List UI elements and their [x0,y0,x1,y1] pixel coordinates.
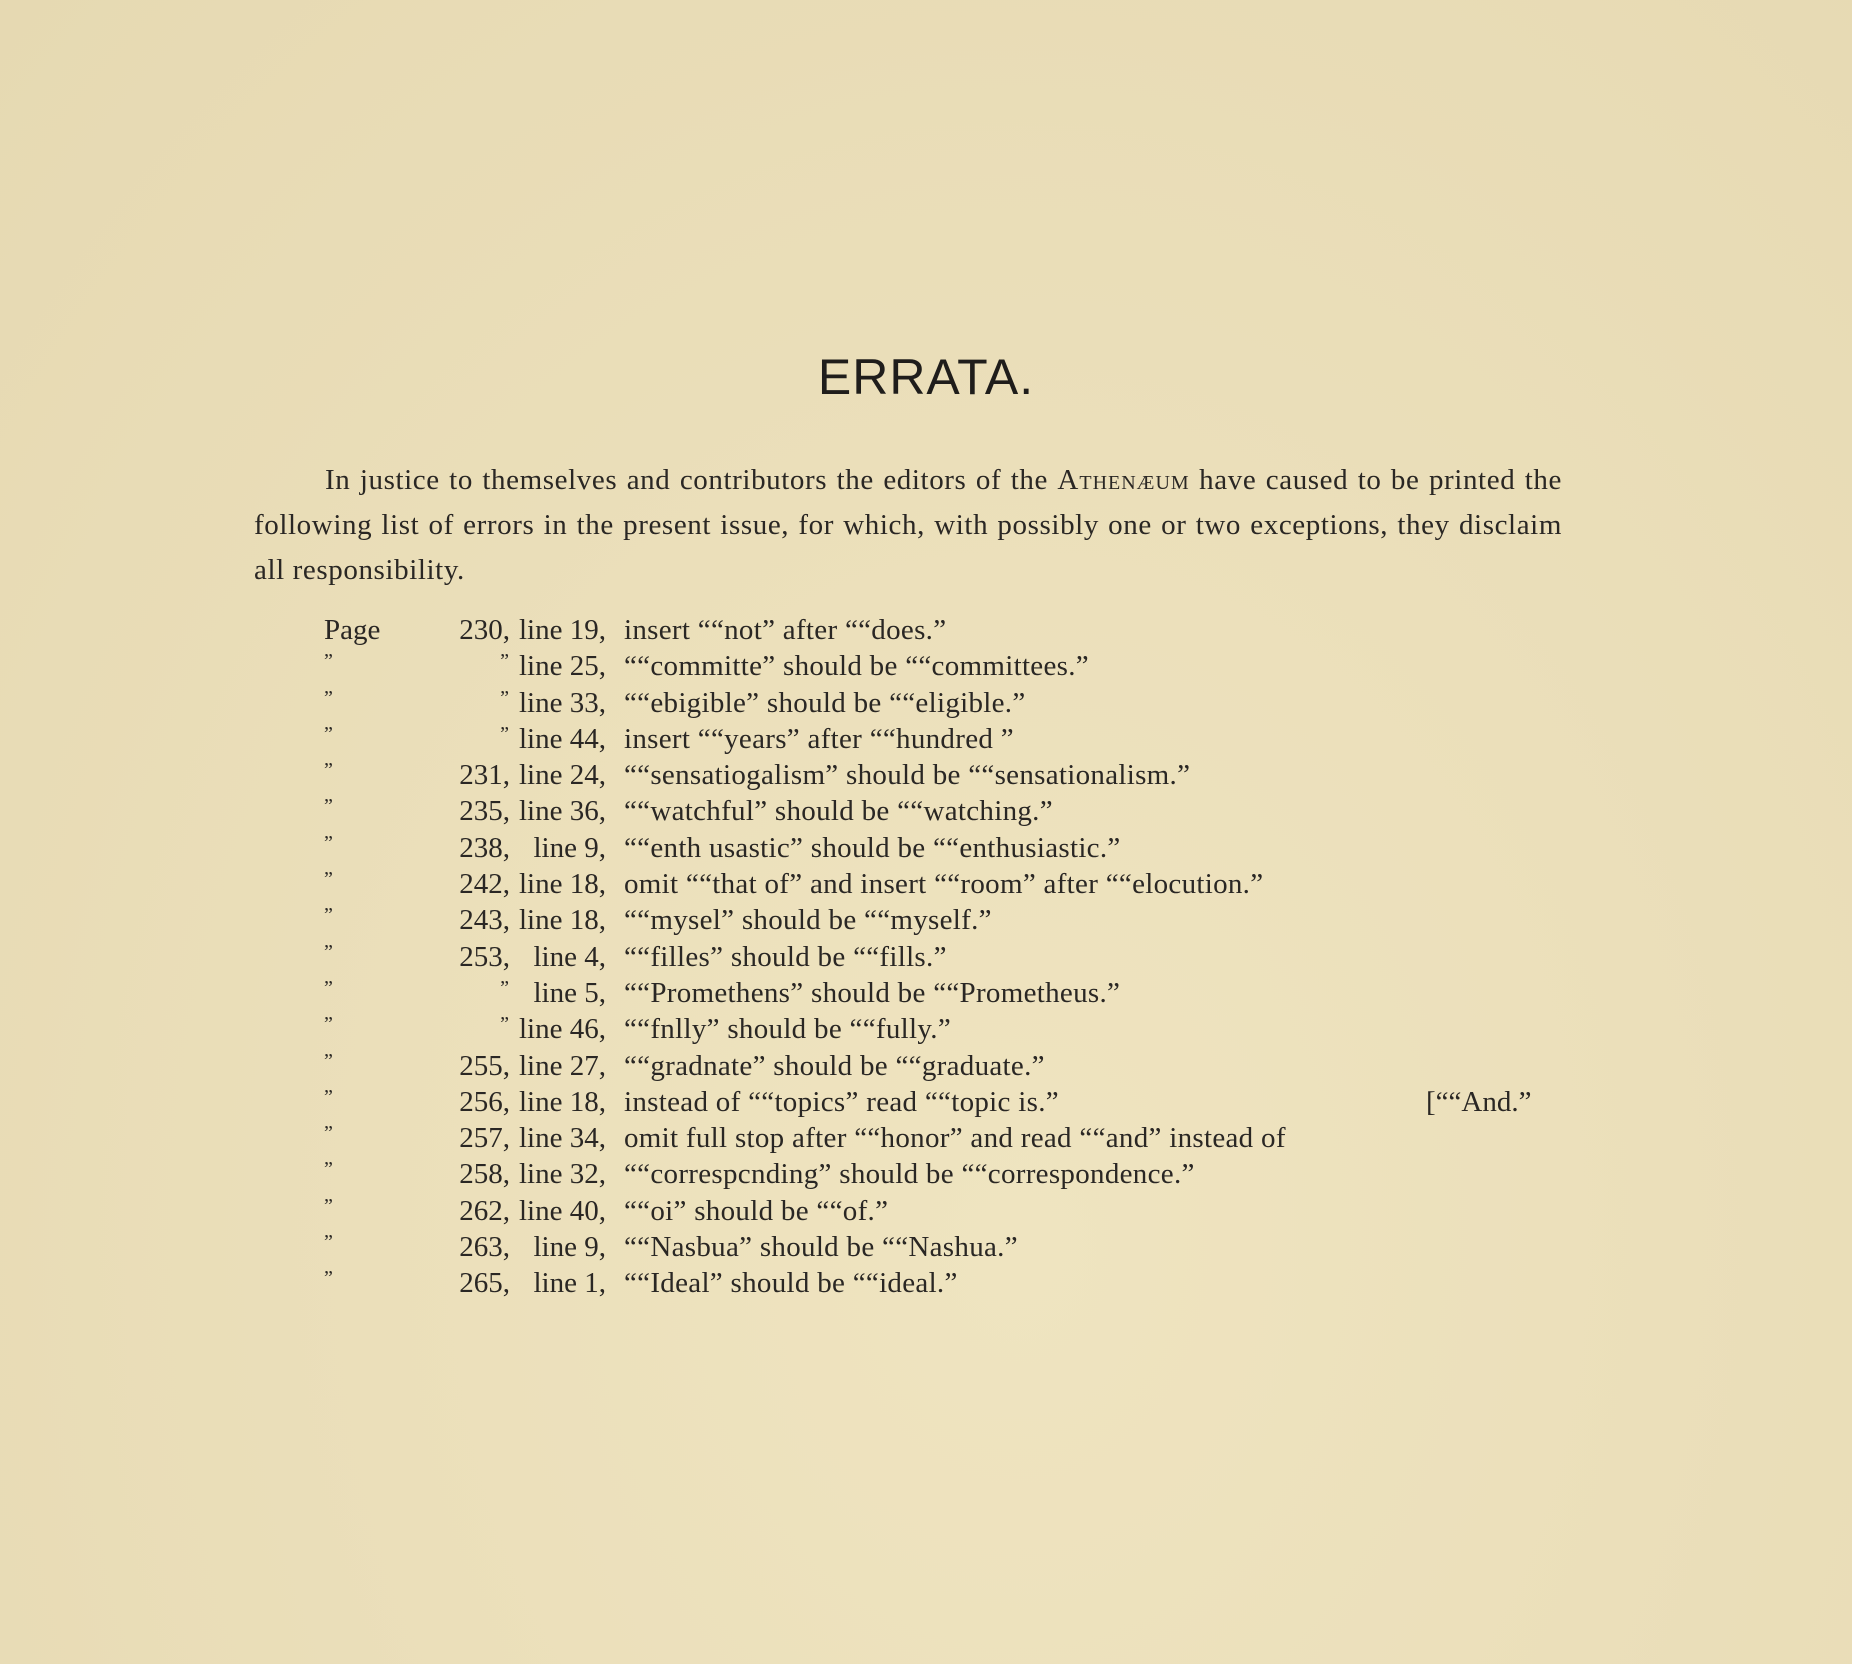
page-number: 256, [459,1085,510,1118]
line-ref: line 27, [519,1049,606,1082]
page-ref-label: ” [324,831,334,854]
page-number: 257, [459,1122,510,1155]
correction-text: ““gradnate” should be ““graduate.” [624,1049,1045,1082]
page-number: 230, [459,614,510,646]
line-ref: line 34, [519,1122,606,1155]
line-ref: line 18, [519,904,606,937]
line-ref: line 33, [519,686,606,719]
correction-text: ““filles” should be ““fills.” [624,940,947,973]
correction-text: ““Nasbua” should be ““Nashua.” [624,1231,1018,1264]
line-ref: line 46, [519,1013,606,1046]
correction-text: ““fnlly” should be ““fully.” [624,1013,952,1046]
correction-text: instead of ““topics” read ““topic is.” [624,1085,1059,1118]
page-number: 262, [459,1194,510,1227]
page-number: 255, [459,1049,510,1082]
page-number: ” [500,976,510,999]
line-ref: line 44, [519,722,606,755]
intro-after: have caused to be printed the following list of errors in the present issue, for which, with possibly one or two exceptions, they disclaim all responsibility. [254,464,1562,586]
line-ref: line 36, [519,795,606,828]
page-ref-label: ” [324,1267,334,1290]
page-ref-label: ” [324,976,334,999]
page-title: ERRATA. [817,349,1035,405]
page-ref-label: ” [324,940,334,963]
page-number: 263, [459,1231,510,1264]
page-ref-label: ” [324,1049,334,1072]
page-ref-label: ” [324,650,334,673]
line-ref: line 19, [519,614,606,646]
correction-text: ““watchful” should be ““watching.” [624,795,1053,828]
page-number: 258, [459,1158,510,1191]
page-number: 243, [459,904,510,937]
line-ref: line 5, [533,976,606,1009]
intro-before: In justice to themselves and contributors the editors of the [325,464,1058,496]
correction-note: [““And.” [1426,1085,1532,1118]
page-number: 242, [459,868,510,901]
line-ref: line 25, [519,650,606,683]
line-ref: line 18, [519,868,606,901]
page-ref-label: ” [324,1085,334,1108]
page-ref-label: Page [324,614,381,646]
page-number: ” [500,1013,510,1036]
page-ref-label: ” [324,1158,334,1181]
correction-text: ““sensatiogalism” should be ““sensationalism.” [624,759,1191,792]
correction-text: omit ““that of” and insert ““room” after ““elocution.” [624,868,1264,901]
line-ref: line 24, [519,759,606,792]
line-ref: line 18, [519,1085,606,1118]
line-ref: line 1, [533,1267,606,1300]
page-number: ” [500,650,510,673]
page-ref-label: ” [324,686,334,709]
page-ref-label: ” [324,868,334,891]
page-ref-label: ” [324,1122,334,1145]
page-number: ” [500,722,510,745]
journal-name: Athenæum [1057,464,1190,496]
page-ref-label: ” [324,1231,334,1254]
correction-text: ““correspcnding” should be ““correspondence.” [624,1158,1195,1191]
page-number: 235, [459,795,510,828]
correction-text: ““enth usastic” should be ““enthusiastic.” [624,831,1121,864]
line-ref: line 4, [533,940,606,973]
correction-text: ““ebigible” should be ““eligible.” [624,686,1026,719]
line-ref: line 9, [533,831,606,864]
page-ref-label: ” [324,722,334,745]
page-ref-label: ” [324,759,334,782]
line-ref: line 32, [519,1158,606,1191]
page-ref-label: ” [324,904,334,927]
correction-text: omit full stop after ““honor” and read ““and” instead of [624,1122,1286,1155]
page-ref-label: ” [324,1013,334,1036]
correction-text: insert ““years” after ““hundred ” [624,722,1014,755]
line-ref: line 40, [519,1194,606,1227]
correction-text: ““Promethens” should be ““Prometheus.” [624,976,1121,1009]
page-ref-label: ” [324,795,334,818]
correction-text: ““mysel” should be ““myself.” [624,904,992,937]
correction-text: insert ““not” after ““does.” [624,614,947,646]
page-ref-label: ” [324,1194,334,1217]
line-ref: line 9, [533,1231,606,1264]
page-number: 231, [459,759,510,792]
page-number: ” [500,686,510,709]
intro-paragraph [254,458,1562,593]
page-number: 238, [459,831,510,864]
intro-text [254,458,1562,593]
page-number: 265, [459,1267,510,1300]
correction-text: ““Ideal” should be ““ideal.” [624,1267,958,1300]
correction-text: ““committe” should be ““committees.” [624,650,1089,683]
correction-text: ““oi” should be ““of.” [624,1194,889,1227]
page-number: 253, [459,940,510,973]
